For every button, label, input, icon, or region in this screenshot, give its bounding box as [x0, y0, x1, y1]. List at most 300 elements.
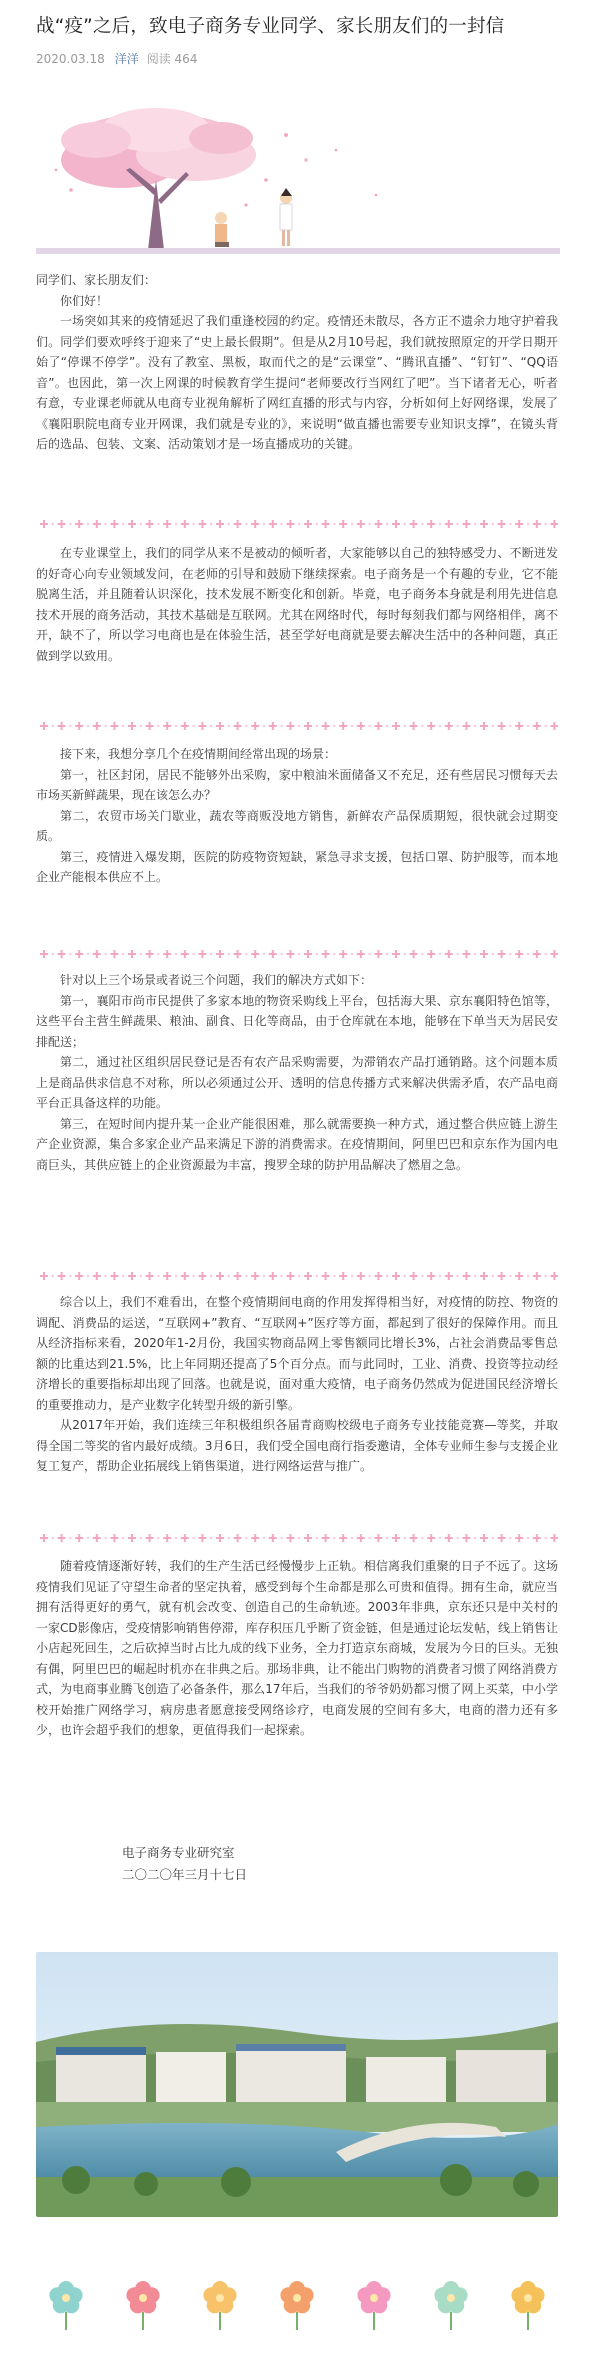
divider-cross-mark — [462, 950, 470, 958]
divider-cross-mark — [146, 722, 154, 730]
divider-cross-mark — [322, 1272, 330, 1280]
divider-dot — [69, 523, 71, 525]
solution-2: 第二，通过社区组织居民登记是否有农产品采购需要，为滞销农产品打通销路。这个问题本质上是商品供求信息不对称，所以必须通过公开、透明的信息传播方式来解决供需矛盾，农产品电商平台正具备这样的功能。 — [36, 1055, 558, 1110]
divider-dot — [509, 953, 511, 955]
divider-cross-mark — [462, 520, 470, 528]
divider-dot — [439, 523, 441, 525]
divider-dot — [245, 1275, 247, 1277]
divider-cross-mark — [128, 1272, 136, 1280]
divider-dot — [122, 725, 124, 727]
divider-dot — [140, 1537, 142, 1539]
divider-cross-mark — [480, 950, 488, 958]
divider-dot — [351, 1275, 353, 1277]
divider-cross-mark — [110, 722, 118, 730]
divider-cross-mark — [392, 1534, 400, 1542]
flower-icon — [511, 2281, 544, 2330]
divider-dot — [280, 523, 282, 525]
divider-cross-mark — [357, 1534, 365, 1542]
divider-dot — [298, 523, 300, 525]
divider-cross-mark — [550, 1534, 558, 1542]
divider-cross-mark — [410, 520, 418, 528]
divider-cross-mark — [515, 950, 523, 958]
divider-dot — [386, 1537, 388, 1539]
divider-dot — [333, 725, 335, 727]
pink-dot-divider — [36, 1270, 558, 1282]
divider-cross-mark — [427, 722, 435, 730]
divider-cross-mark — [181, 1272, 189, 1280]
divider-cross-mark — [533, 1534, 541, 1542]
divider-dot — [316, 523, 318, 525]
divider-cross-mark — [216, 1272, 224, 1280]
divider-cross-mark — [498, 1534, 506, 1542]
flower-icon — [357, 2281, 390, 2330]
paragraph-5b: 从2017年开始，我们连续三年积极组织各届青商购校级电子商务专业技能竞赛—等奖，并取得全国二等奖的省内最好成绩。3月6日，我们受全国电商行指委邀请，全体专业师生参与支援企业复工复产，帮助企业拓展线上销售渠道，进行网络运营与推广。 — [36, 1418, 558, 1473]
divider-dot — [509, 1537, 511, 1539]
divider-dot — [456, 953, 458, 955]
divider-cross-mark — [286, 1272, 294, 1280]
divider-dot — [228, 1537, 230, 1539]
divider-dot — [175, 523, 177, 525]
campus-photo — [36, 1952, 558, 2217]
divider-cross-mark — [75, 1272, 83, 1280]
divider-dot — [210, 523, 212, 525]
letter-intro — [36, 270, 558, 455]
divider-dot — [544, 523, 546, 525]
divider-dot — [228, 523, 230, 525]
divider-dot — [404, 725, 406, 727]
divider-cross-mark — [181, 950, 189, 958]
divider-dot — [52, 1275, 54, 1277]
divider-dot — [316, 1275, 318, 1277]
divider-dot — [439, 953, 441, 955]
divider-dot — [263, 725, 265, 727]
divider-cross-mark — [234, 950, 242, 958]
divider-cross-mark — [163, 722, 171, 730]
divider-cross-mark — [269, 722, 277, 730]
letter-section-6 — [36, 1556, 558, 1741]
divider-dot — [351, 725, 353, 727]
divider-dot — [474, 953, 476, 955]
divider-dot — [157, 725, 159, 727]
divider-cross-mark — [198, 722, 206, 730]
divider-dot — [175, 953, 177, 955]
pink-dot-divider — [36, 948, 558, 960]
divider-dot — [263, 1275, 265, 1277]
divider-cross-mark — [427, 520, 435, 528]
divider-dot — [386, 953, 388, 955]
flower-decoration-row — [36, 2268, 558, 2338]
divider-cross-mark — [58, 722, 66, 730]
divider-dot — [368, 725, 370, 727]
divider-cross-mark — [251, 950, 259, 958]
divider-dot — [298, 953, 300, 955]
divider-dot — [421, 953, 423, 955]
divider-dot — [192, 725, 194, 727]
divider-cross-mark — [462, 1534, 470, 1542]
divider-cross-mark — [163, 950, 171, 958]
signature-date: 二〇二〇年三月十七日 — [122, 1867, 248, 1882]
divider-dot — [456, 523, 458, 525]
divider-cross-mark — [110, 1534, 118, 1542]
divider-cross-mark — [128, 722, 136, 730]
divider-cross-mark — [75, 520, 83, 528]
divider-cross-mark — [480, 520, 488, 528]
divider-cross-mark — [286, 722, 294, 730]
divider-dot — [280, 953, 282, 955]
divider-cross-mark — [533, 1272, 541, 1280]
divider-cross-mark — [40, 950, 48, 958]
divider-dot — [386, 523, 388, 525]
campus-buildings — [56, 2044, 546, 2107]
signature-org: 电子商务专业研究室 — [122, 1845, 235, 1860]
divider-cross-mark — [128, 1534, 136, 1542]
divider-dot — [421, 725, 423, 727]
divider-cross-mark — [498, 950, 506, 958]
divider-cross-mark — [392, 722, 400, 730]
divider-dot — [316, 725, 318, 727]
divider-dot — [351, 523, 353, 525]
divider-cross-mark — [533, 950, 541, 958]
divider-dot — [351, 1537, 353, 1539]
divider-cross-mark — [216, 950, 224, 958]
divider-dot — [509, 523, 511, 525]
greeting: 同学们、家长朋友们： — [36, 273, 157, 287]
pink-dot-divider — [36, 518, 558, 530]
divider-cross-mark — [498, 722, 506, 730]
divider-cross-mark — [357, 520, 365, 528]
divider-dot — [474, 1537, 476, 1539]
divider-dot — [527, 953, 529, 955]
divider-dot — [527, 1537, 529, 1539]
divider-cross-mark — [58, 1534, 66, 1542]
divider-cross-mark — [163, 520, 171, 528]
divider-dot — [333, 1537, 335, 1539]
divider-cross-mark — [462, 722, 470, 730]
divider-cross-mark — [181, 520, 189, 528]
divider-cross-mark — [339, 1272, 347, 1280]
divider-dot — [157, 1275, 159, 1277]
divider-dot — [87, 523, 89, 525]
article-meta — [36, 50, 197, 67]
divider-cross-mark — [515, 1534, 523, 1542]
divider-dot — [404, 1537, 406, 1539]
divider-cross-mark — [410, 950, 418, 958]
divider-dot — [527, 523, 529, 525]
divider-cross-mark — [550, 1272, 558, 1280]
divider-dot — [140, 725, 142, 727]
divider-cross-mark — [304, 722, 312, 730]
divider-dot — [122, 523, 124, 525]
solutions-intro: 针对以上三个场景或者说三个问题，我们的解决方式如下： — [60, 973, 373, 987]
divider-cross-mark — [93, 722, 101, 730]
divider-dot — [69, 1275, 71, 1277]
divider-cross-mark — [146, 520, 154, 528]
divider-dot — [456, 1537, 458, 1539]
divider-cross-mark — [550, 950, 558, 958]
divider-dot — [210, 725, 212, 727]
divider-cross-mark — [234, 520, 242, 528]
divider-dot — [368, 523, 370, 525]
divider-cross-mark — [75, 722, 83, 730]
divider-cross-mark — [269, 1534, 277, 1542]
letter-section-4 — [36, 970, 558, 1175]
divider-cross-mark — [304, 1534, 312, 1542]
letter-section-3 — [36, 744, 558, 888]
divider-cross-mark — [251, 1272, 259, 1280]
divider-cross-mark — [198, 950, 206, 958]
divider-cross-mark — [234, 1272, 242, 1280]
divider-dot — [316, 953, 318, 955]
divider-dot — [492, 523, 494, 525]
divider-cross-mark — [480, 1534, 488, 1542]
divider-cross-mark — [216, 722, 224, 730]
divider-cross-mark — [322, 950, 330, 958]
divider-cross-mark — [251, 520, 259, 528]
divider-cross-mark — [533, 722, 541, 730]
divider-dot — [52, 953, 54, 955]
divider-dot — [104, 523, 106, 525]
divider-cross-mark — [445, 950, 453, 958]
divider-cross-mark — [445, 1534, 453, 1542]
divider-cross-mark — [427, 1534, 435, 1542]
article-title: 战“疫”之后，致电子商务专业同学、家长朋友们的一封信 — [36, 16, 505, 37]
paragraph-2: 在专业课堂上，我们的同学从来不是被动的倾听者，大家能够以自己的独特感受力、不断迸发的好奇心向专业领域发问，在老师的引导和鼓励下继续探索。电子商务是一个有趣的专业，它不能脱离生活，并且随着认识深化，技术发展不断变化和创新。毕竟，电子商务本身就是利用先进信息技术开展的商务活动，其技术基础是互联网。尤其在网络时代，每时每刻我们都与网络相伴，离不开，缺不了，所以学习电商也是在体验生活，甚至学好电商就是要去解决生活中的各种问题，真正做到学以致用。 — [36, 546, 558, 663]
divider-cross-mark — [515, 722, 523, 730]
divider-cross-mark — [216, 520, 224, 528]
divider-dot — [157, 523, 159, 525]
divider-dot — [69, 725, 71, 727]
divider-dot — [87, 1537, 89, 1539]
figure-sitting — [215, 212, 229, 247]
divider-dot — [157, 1537, 159, 1539]
divider-cross-mark — [110, 1272, 118, 1280]
divider-cross-mark — [304, 950, 312, 958]
divider-dot — [404, 1275, 406, 1277]
divider-cross-mark — [110, 950, 118, 958]
divider-dot — [245, 725, 247, 727]
divider-cross-mark — [198, 1534, 206, 1542]
divider-dot — [439, 1537, 441, 1539]
divider-cross-mark — [58, 520, 66, 528]
divider-cross-mark — [40, 1272, 48, 1280]
divider-dot — [104, 1537, 106, 1539]
divider-dot — [192, 1537, 194, 1539]
divider-cross-mark — [146, 950, 154, 958]
divider-cross-mark — [269, 520, 277, 528]
divider-dot — [333, 523, 335, 525]
divider-dot — [368, 1537, 370, 1539]
divider-dot — [245, 1537, 247, 1539]
divider-cross-mark — [339, 520, 347, 528]
flower-icon — [49, 2281, 82, 2330]
divider-cross-mark — [93, 1534, 101, 1542]
paragraph-6: 随着疫情逐渐好转，我们的生产生活已经慢慢步上正轨。相信离我们重聚的日子不远了。这场疫情我们见证了守望生命者的坚定执着，感受到每个生命都是那么可贵和值得。拥有生命，就应当拥有活得更好的勇气，就有机会改变、创造自己的生命轨迹。2003年非典，京东还只是中关村的一家CD影像店，受疫情影响销售停滞，库存积压几乎断了资金链，但是通过论坛发帖，线上销售让小店起死回生，之后砍掉当时占比九成的线下业务，全力打造京东商城，发展为今日的巨头。无独有偶，阿里巴巴的崛起时机亦在非典之后。那场非典，让不能出门购物的消费者习惯了网络消费方式，为电商事业腾飞创造了必备条件，那么17年后，当我们的爷爷奶奶都习惯了网上买菜，中小学校开始推广网络学习，病房患者愿意接受网络诊疗，电商发展的空间有多大，电商的潜力还有多少，也许会超乎我们的想象，更值得我们一起探索。 — [36, 1559, 558, 1737]
divider-dot — [69, 953, 71, 955]
divider-dot — [527, 725, 529, 727]
letter-section-2 — [36, 543, 558, 666]
author-link[interactable]: 洋洋 — [114, 52, 139, 66]
solution-1: 第一，襄阳市尚市民提供了多家本地的物资采购线上平台，包括海大果、京东襄阳特色馆等，这些平台主营生鲜蔬果、粮油、副食、日化等商品，由于仓库就在本地，能够在下单当天为居民安排配送； — [36, 993, 558, 1049]
pink-dot-divider — [36, 1532, 558, 1544]
divider-dot — [544, 953, 546, 955]
divider-dot — [122, 1537, 124, 1539]
divider-cross-mark — [58, 950, 66, 958]
divider-cross-mark — [515, 1272, 523, 1280]
divider-dot — [140, 953, 142, 955]
divider-cross-mark — [374, 722, 382, 730]
divider-cross-mark — [322, 722, 330, 730]
divider-cross-mark — [427, 1272, 435, 1280]
divider-dot — [245, 523, 247, 525]
divider-cross-mark — [110, 520, 118, 528]
divider-dot — [544, 1275, 546, 1277]
divider-cross-mark — [128, 950, 136, 958]
divider-cross-mark — [374, 1534, 382, 1542]
divider-dot — [192, 953, 194, 955]
divider-dot — [87, 953, 89, 955]
divider-dot — [210, 1275, 212, 1277]
divider-dot — [192, 523, 194, 525]
divider-cross-mark — [128, 520, 136, 528]
divider-cross-mark — [93, 520, 101, 528]
divider-dot — [421, 1537, 423, 1539]
divider-dot — [527, 1275, 529, 1277]
divider-dot — [298, 1537, 300, 1539]
scenario-3: 第三，疫情进入爆发期，医院的防疫物资短缺，紧急寻求支援，包括口罩、防护服等，而本地企业产能根本供应不上。 — [36, 849, 558, 884]
cherry-blossom-illustration — [36, 100, 560, 260]
divider-dot — [421, 1275, 423, 1277]
divider-dot — [368, 1275, 370, 1277]
signature-block — [122, 1842, 247, 1886]
divider-dot — [386, 1275, 388, 1277]
divider-dot — [228, 725, 230, 727]
divider-cross-mark — [58, 1272, 66, 1280]
divider-cross-mark — [40, 520, 48, 528]
divider-dot — [140, 1275, 142, 1277]
divider-dot — [175, 1537, 177, 1539]
divider-cross-mark — [286, 520, 294, 528]
divider-cross-mark — [93, 1272, 101, 1280]
divider-dot — [474, 523, 476, 525]
divider-cross-mark — [216, 1534, 224, 1542]
divider-cross-mark — [40, 722, 48, 730]
divider-dot — [368, 953, 370, 955]
divider-dot — [263, 1537, 265, 1539]
divider-dot — [245, 953, 247, 955]
divider-cross-mark — [339, 722, 347, 730]
divider-cross-mark — [181, 722, 189, 730]
scenario-2: 第二，农贸市场关门歇业，蔬农等商贩没地方销售，新鲜农产品保质期短，很快就会过期变质。 — [36, 808, 558, 843]
divider-dot — [333, 1275, 335, 1277]
divider-cross-mark — [374, 520, 382, 528]
divider-dot — [104, 1275, 106, 1277]
divider-dot — [439, 725, 441, 727]
divider-dot — [492, 953, 494, 955]
divider-dot — [280, 1275, 282, 1277]
divider-cross-mark — [198, 1272, 206, 1280]
divider-dot — [280, 725, 282, 727]
divider-cross-mark — [533, 520, 541, 528]
divider-cross-mark — [550, 722, 558, 730]
divider-cross-mark — [357, 950, 365, 958]
divider-dot — [474, 725, 476, 727]
divider-cross-mark — [75, 1534, 83, 1542]
divider-cross-mark — [498, 1272, 506, 1280]
divider-cross-mark — [304, 520, 312, 528]
divider-dot — [52, 1537, 54, 1539]
divider-dot — [175, 1275, 177, 1277]
divider-cross-mark — [322, 1534, 330, 1542]
flower-icon — [203, 2281, 236, 2330]
divider-dot — [421, 523, 423, 525]
publish-date: 2020.03.18 — [36, 52, 105, 66]
divider-dot — [140, 523, 142, 525]
scenario-1: 第一，社区封闭，居民不能够外出采购，家中粮油米面储备又不充足，还有些居民习惯每天去市场买新鲜蔬果，现在该怎么办？ — [36, 767, 558, 802]
divider-cross-mark — [357, 1272, 365, 1280]
divider-dot — [509, 1275, 511, 1277]
divider-dot — [386, 725, 388, 727]
divider-dot — [175, 725, 177, 727]
divider-cross-mark — [462, 1272, 470, 1280]
read-count: 阅读 464 — [146, 52, 198, 66]
divider-cross-mark — [234, 1534, 242, 1542]
divider-cross-mark — [322, 520, 330, 528]
divider-dot — [122, 1275, 124, 1277]
flower-icon — [280, 2281, 313, 2330]
divider-dot — [87, 725, 89, 727]
divider-cross-mark — [234, 722, 242, 730]
divider-dot — [210, 1537, 212, 1539]
flower-icon — [126, 2281, 159, 2330]
divider-cross-mark — [286, 1534, 294, 1542]
divider-cross-mark — [392, 520, 400, 528]
divider-cross-mark — [75, 950, 83, 958]
divider-cross-mark — [146, 1272, 154, 1280]
divider-dot — [492, 725, 494, 727]
divider-cross-mark — [339, 950, 347, 958]
divider-cross-mark — [515, 520, 523, 528]
divider-dot — [52, 725, 54, 727]
divider-cross-mark — [445, 520, 453, 528]
divider-dot — [263, 953, 265, 955]
divider-cross-mark — [392, 1272, 400, 1280]
divider-dot — [316, 1537, 318, 1539]
divider-dot — [69, 1537, 71, 1539]
divider-cross-mark — [251, 722, 259, 730]
divider-cross-mark — [146, 1534, 154, 1542]
letter-section-5 — [36, 1292, 558, 1477]
paragraph-5a: 综合以上，我们不难看出，在整个疫情期间电商的作用发挥得相当好，对疫情的防控、物资的调配、消费品的运送，“互联网+”教育、“互联网+”医疗等方面，都起到了很好的保障作用。而且从经济指标来看，2020年1-2月份，我国实物商品网上零售额同比增长3%，占社会消费品零售总额的比重达到21.5%，比上年同期还提高了5个百分点。而与此同时，工业、消费、投资等拉动经济增长的重要指标却出现了回落。也就是说，面对重大疫情，电子商务仍然成为促进国民经济增长的重要推动力，是产业数字化转型升级的新引擎。 — [36, 1295, 558, 1412]
divider-cross-mark — [163, 1534, 171, 1542]
divider-dot — [104, 953, 106, 955]
divider-cross-mark — [480, 722, 488, 730]
divider-dot — [351, 953, 353, 955]
solution-3: 第三，在短时间内提升某一企业产能很困难，那么就需要换一种方式，通过整合供应链上游生产企业资源，集合多家企业产品来满足下游的消费需求。在疫情期间，阿里巴巴和京东作为国内电商巨头，其供应链上的企业资源最为丰富，搜罗全球的防护用品解决了燃眉之急。 — [36, 1116, 558, 1172]
divider-dot — [509, 725, 511, 727]
hello-line: 你们好！ — [60, 293, 109, 308]
divider-dot — [544, 1537, 546, 1539]
divider-dot — [122, 953, 124, 955]
divider-cross-mark — [269, 1272, 277, 1280]
divider-cross-mark — [427, 950, 435, 958]
divider-cross-mark — [93, 950, 101, 958]
divider-dot — [210, 953, 212, 955]
divider-dot — [333, 953, 335, 955]
divider-cross-mark — [198, 520, 206, 528]
divider-cross-mark — [480, 1272, 488, 1280]
divider-cross-mark — [498, 520, 506, 528]
divider-dot — [192, 1275, 194, 1277]
